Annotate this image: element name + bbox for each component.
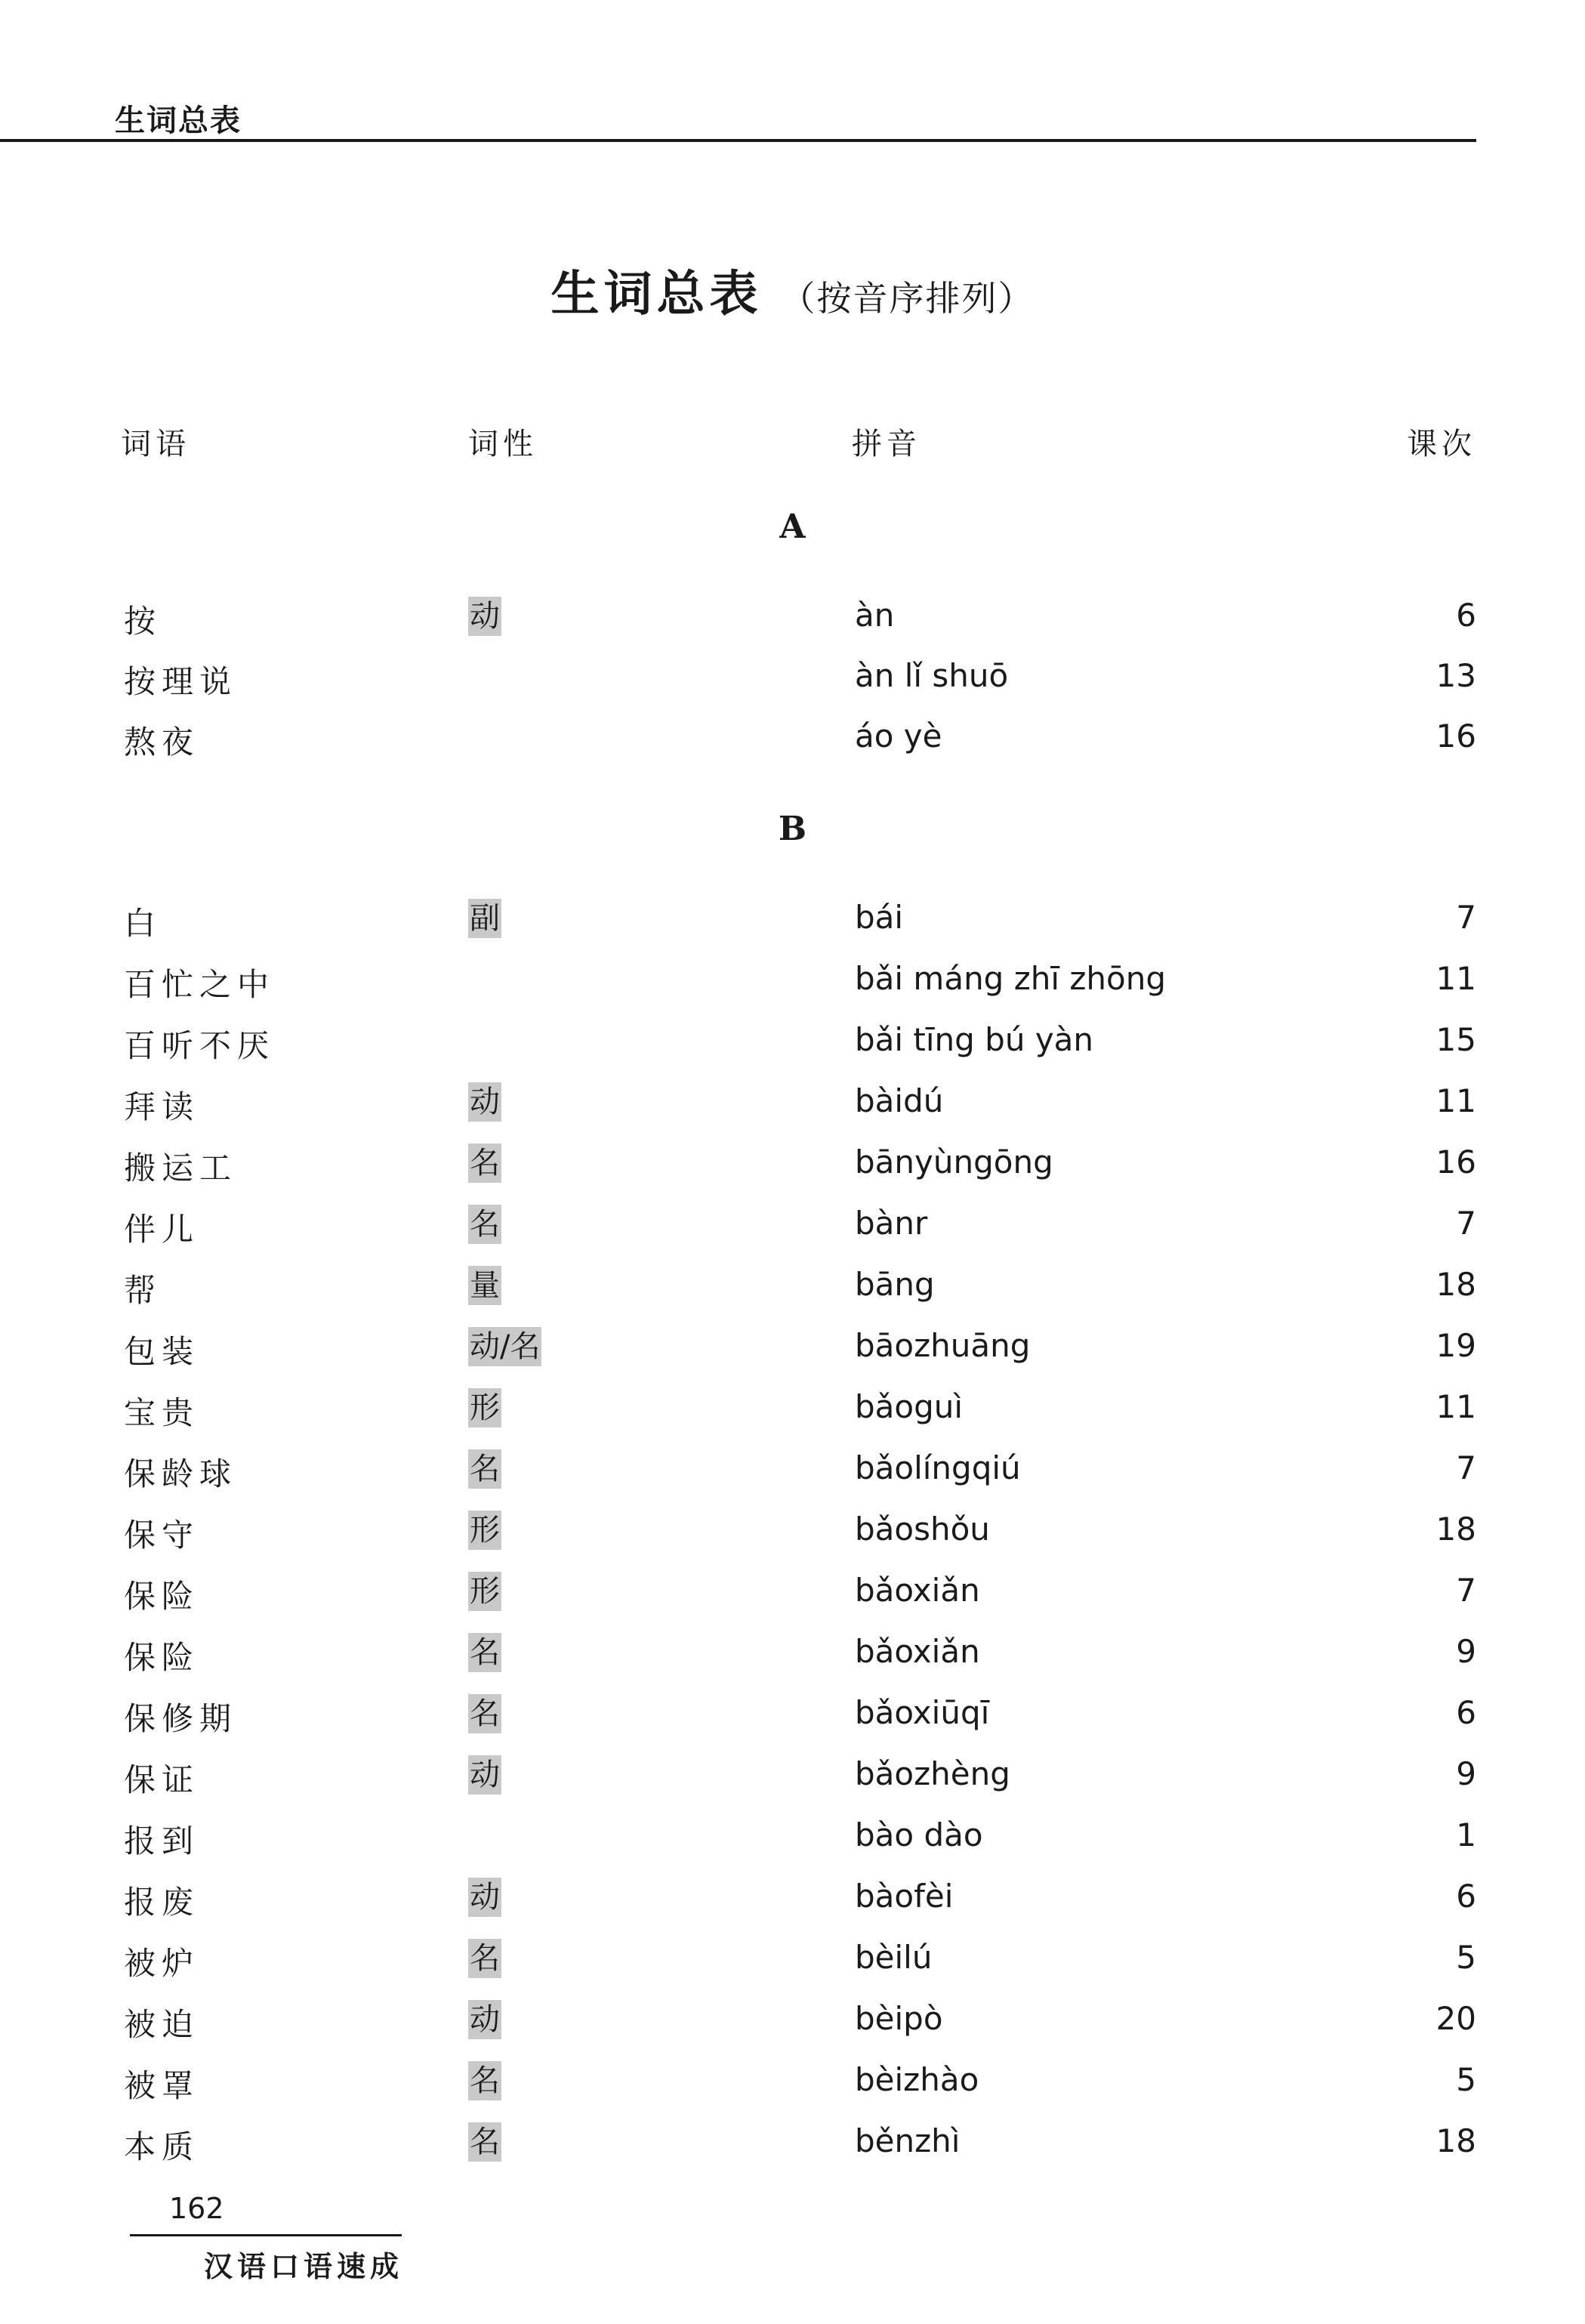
column-header-pinyin: 拼音 (852, 427, 921, 461)
column-header-pos: 词性 (468, 427, 538, 461)
vocab-lesson: 6 (1456, 1694, 1476, 1731)
vocab-pinyin: bèipò (855, 2000, 943, 2037)
vocab-word: 拜读 (124, 1088, 200, 1125)
vocab-word: 宝贵 (124, 1394, 200, 1431)
vocab-row (0, 1511, 1585, 1572)
vocab-pinyin: bànr (855, 1205, 928, 1242)
vocab-lesson: 7 (1456, 1205, 1476, 1242)
vocab-row (0, 1021, 1585, 1083)
vocab-pinyin: bǎozhèng (855, 1755, 1010, 1792)
vocab-lesson: 7 (1456, 1572, 1476, 1609)
vocab-lesson: 7 (1456, 899, 1476, 936)
vocab-row (0, 2000, 1585, 2062)
vocab-pos-tag: 动 (468, 1878, 501, 1917)
vocab-pinyin: bāng (855, 1266, 935, 1303)
vocab-word: 被罩 (124, 2067, 200, 2104)
vocab-pos-tag: 名 (468, 1694, 501, 1733)
vocab-lesson: 5 (1456, 2061, 1476, 2098)
vocab-pos-tag: 动 (468, 1755, 501, 1795)
vocab-pos-tag: 量 (468, 1266, 501, 1305)
vocab-pos-tag: 名 (468, 1939, 501, 1978)
vocab-lesson: 1 (1456, 1816, 1476, 1853)
vocab-word: 保龄球 (124, 1455, 238, 1492)
page-title-main: 生词总表 (550, 267, 763, 323)
vocab-pos-tag: 副 (468, 899, 501, 938)
vocab-pos-tag: 形 (468, 1511, 501, 1550)
vocab-pos-tag: 名 (468, 2122, 501, 2162)
vocab-lesson: 5 (1456, 1939, 1476, 1976)
vocab-row (0, 1266, 1585, 1328)
vocab-row (0, 960, 1585, 1022)
vocab-pinyin: bāozhuāng (855, 1327, 1031, 1364)
vocab-word: 报到 (124, 1822, 200, 1860)
footer-rule (130, 2234, 402, 2236)
vocab-row (0, 2122, 1585, 2184)
vocab-lesson: 9 (1456, 1755, 1476, 1792)
vocab-pos-tag: 动 (468, 597, 501, 636)
vocab-pinyin: bǎi máng zhī zhōng (855, 960, 1167, 997)
section-letter-a: A (779, 508, 806, 546)
vocab-lesson: 9 (1456, 1633, 1476, 1670)
vocab-row (0, 1388, 1585, 1450)
vocab-lesson: 11 (1435, 1082, 1476, 1119)
vocab-lesson: 18 (1435, 1511, 1476, 1548)
vocab-lesson: 16 (1435, 718, 1476, 755)
vocab-lesson: 7 (1456, 1449, 1476, 1486)
vocab-lesson: 15 (1435, 1021, 1476, 1058)
vocab-pos-tag: 动/名 (468, 1327, 541, 1366)
vocab-row (0, 1878, 1585, 1940)
vocab-lesson: 11 (1435, 960, 1476, 997)
vocab-word: 保修期 (124, 1700, 238, 1737)
vocab-word: 按 (124, 603, 162, 640)
section-letter-b: B (778, 810, 807, 848)
vocab-lesson: 20 (1435, 2000, 1476, 2037)
vocab-pinyin: bào dào (855, 1816, 983, 1853)
vocab-pinyin: àn (855, 597, 895, 634)
vocab-pinyin: bǎoshǒu (855, 1511, 990, 1548)
vocab-word: 保守 (124, 1517, 200, 1554)
vocab-pinyin: áo yè (855, 718, 942, 755)
vocab-pos-tag: 名 (468, 1143, 501, 1183)
vocab-pinyin: bǎolíngqiú (855, 1449, 1021, 1486)
vocab-pos-tag: 形 (468, 1572, 501, 1611)
header-rule (0, 139, 1476, 142)
vocab-word: 白 (124, 905, 162, 942)
vocab-pinyin: bānyùngōng (855, 1143, 1053, 1181)
vocab-pinyin: bǎoxiǎn (855, 1572, 980, 1609)
vocab-word: 本质 (124, 2128, 200, 2165)
vocab-pos-tag: 名 (468, 2061, 501, 2100)
page-title-subtitle: （按音序排列） (780, 278, 1035, 319)
vocab-row (0, 2061, 1585, 2123)
vocab-word: 保证 (124, 1761, 200, 1798)
vocab-word: 被炉 (124, 1945, 200, 1982)
vocab-row (0, 899, 1585, 961)
page-number: 162 (169, 2192, 224, 2225)
vocab-word: 熬夜 (124, 724, 200, 761)
vocab-pinyin: bái (855, 899, 904, 936)
vocab-word: 百听不厌 (124, 1027, 276, 1064)
vocab-pinyin: bàofèi (855, 1878, 954, 1915)
vocab-pos-tag: 名 (468, 1449, 501, 1489)
vocab-row (0, 718, 1585, 779)
vocab-lesson: 11 (1435, 1388, 1476, 1425)
vocab-word: 被迫 (124, 2006, 200, 2043)
vocab-word: 伴儿 (124, 1211, 200, 1248)
vocab-lesson: 6 (1456, 597, 1476, 634)
vocab-lesson: 18 (1435, 2122, 1476, 2159)
vocab-word: 报废 (124, 1884, 200, 1921)
vocab-row (0, 1205, 1585, 1267)
column-header-lesson: 课次 (1407, 427, 1476, 461)
vocab-row (0, 1143, 1585, 1205)
vocab-row (0, 1082, 1585, 1144)
vocab-word: 帮 (124, 1272, 162, 1309)
vocab-row (0, 1633, 1585, 1695)
vocab-pinyin: bàidú (855, 1082, 944, 1119)
vocab-word: 按理说 (124, 663, 238, 700)
page-title (0, 255, 1585, 325)
vocab-row (0, 1327, 1585, 1389)
vocab-pos-tag: 动 (468, 1082, 501, 1122)
vocab-lesson: 6 (1456, 1878, 1476, 1915)
vocab-pos-tag: 名 (468, 1633, 501, 1672)
vocab-pinyin: bǎi tīng bú yàn (855, 1021, 1094, 1058)
vocab-pinyin: bǎoguì (855, 1388, 964, 1425)
vocab-row (0, 597, 1585, 659)
book-title: 汉语口语速成 (204, 2249, 404, 2283)
vocab-word: 搬运工 (124, 1150, 238, 1187)
vocab-row (0, 1755, 1585, 1817)
vocab-word: 包装 (124, 1333, 200, 1370)
vocab-lesson: 19 (1435, 1327, 1476, 1364)
vocab-pinyin: bèizhào (855, 2061, 979, 2098)
vocab-word: 保险 (124, 1639, 200, 1676)
vocab-pos-tag: 动 (468, 2000, 501, 2039)
column-header-word: 词语 (121, 427, 190, 461)
vocab-row (0, 1572, 1585, 1634)
vocab-lesson: 18 (1435, 1266, 1476, 1303)
running-head: 生词总表 (115, 103, 242, 138)
vocab-lesson: 16 (1435, 1143, 1476, 1181)
vocab-row (0, 1449, 1585, 1511)
vocab-pos-tag: 形 (468, 1388, 501, 1427)
vocab-row (0, 1694, 1585, 1756)
vocab-row (0, 657, 1585, 719)
vocab-pinyin: běnzhì (855, 2122, 961, 2159)
vocab-word: 百忙之中 (124, 966, 276, 1003)
vocab-pinyin: bèilú (855, 1939, 933, 1976)
vocab-pinyin: bǎoxiūqī (855, 1694, 990, 1731)
vocab-row (0, 1939, 1585, 2001)
vocab-lesson: 13 (1435, 657, 1476, 694)
vocab-row (0, 1816, 1585, 1878)
vocab-word: 保险 (124, 1578, 200, 1615)
vocab-pinyin: bǎoxiǎn (855, 1633, 980, 1670)
vocab-pos-tag: 名 (468, 1205, 501, 1244)
vocab-pinyin: àn lǐ shuō (855, 657, 1009, 694)
